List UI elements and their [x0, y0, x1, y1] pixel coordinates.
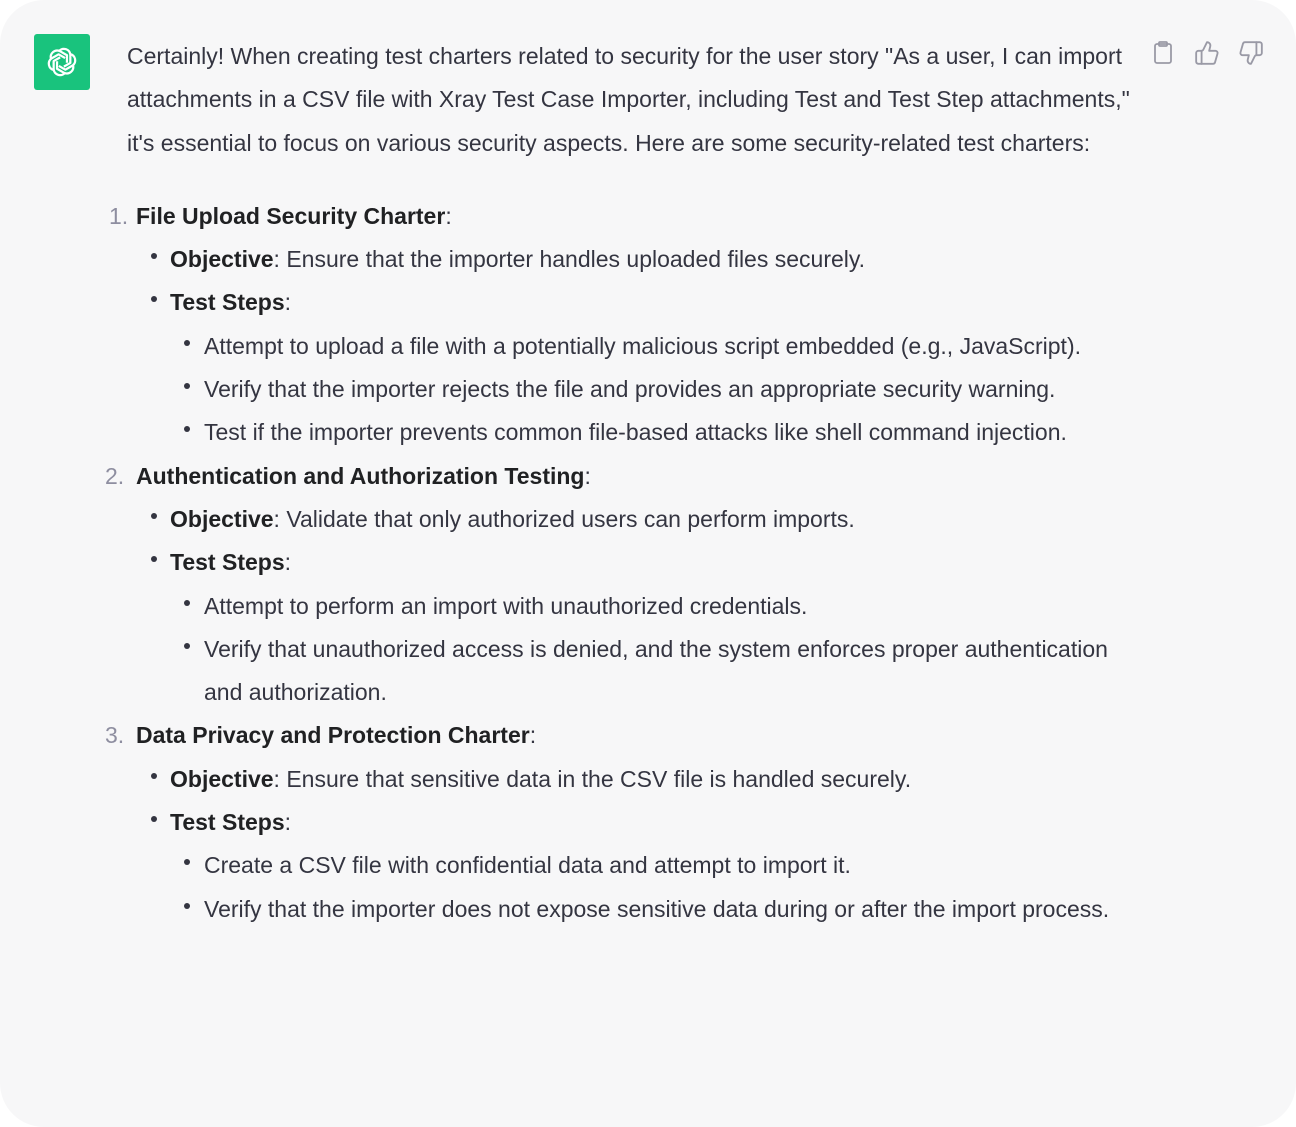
test-steps-label: Test Steps	[170, 549, 285, 576]
test-step-text: Verify that the importer does not expose sensitive data during or after the import process.	[204, 895, 1110, 922]
bullet	[151, 773, 157, 779]
test-step	[170, 628, 1137, 715]
test-steps-list	[170, 585, 1137, 715]
objective-text: : Validate that only authorized users can perform imports.	[273, 505, 855, 532]
test-step-text: Verify that the importer rejects the file and provides an appropriate security warning.	[204, 376, 1056, 403]
thumbs-down-button[interactable]	[1238, 38, 1264, 68]
test-steps-list	[170, 325, 1137, 455]
bullet	[151, 296, 157, 302]
test-step-text: Attempt to perform an import with unauthorized credentials.	[204, 592, 808, 619]
bullet	[184, 383, 190, 389]
message-body	[105, 35, 1137, 931]
charter-list	[105, 195, 1137, 931]
bullet	[184, 426, 190, 432]
message-actions	[1150, 38, 1264, 68]
test-steps-label: Test Steps	[170, 289, 285, 316]
bullet	[184, 340, 190, 346]
bullet	[184, 643, 190, 649]
test-step	[170, 325, 1137, 368]
bullet	[151, 556, 157, 562]
assistant-avatar	[34, 34, 90, 90]
bullet	[184, 903, 190, 909]
charter-title: File Upload Security Charter	[136, 202, 446, 229]
objective-text: : Ensure that sensitive data in the CSV file is handled securely.	[273, 765, 912, 792]
test-step	[170, 844, 1137, 887]
charter-title: Data Privacy and Protection Charter	[136, 722, 530, 749]
objective-item	[127, 498, 1137, 541]
charter-item	[105, 714, 1137, 930]
charter-colon: :	[584, 462, 591, 489]
bullet	[151, 513, 157, 519]
charter-number: 1.	[109, 202, 129, 229]
charter-details	[127, 498, 1137, 714]
test-step	[170, 411, 1137, 454]
charter-number: 3.	[105, 722, 125, 749]
test-steps-item	[127, 541, 1137, 714]
objective-text: : Ensure that the importer handles uploaded files securely.	[273, 246, 866, 273]
thumbs-up-icon	[1194, 40, 1220, 66]
objective-label: Objective	[170, 246, 274, 273]
test-steps-label: Test Steps	[170, 809, 285, 836]
thumbs-down-icon	[1238, 40, 1264, 66]
charter-item	[105, 455, 1137, 715]
charter-colon: :	[529, 722, 537, 749]
test-steps-item	[127, 281, 1137, 454]
bullet	[151, 816, 157, 822]
openai-logo-icon	[43, 43, 81, 81]
thumbs-up-button[interactable]	[1194, 38, 1220, 68]
test-steps-colon: :	[284, 549, 291, 576]
charter-details	[127, 758, 1137, 931]
clipboard-icon	[1152, 40, 1174, 66]
copy-button[interactable]	[1150, 38, 1176, 68]
objective-label: Objective	[170, 505, 274, 532]
charter-colon: :	[445, 202, 452, 229]
bullet	[184, 859, 190, 865]
objective-label: Objective	[170, 765, 274, 792]
charter-title: Authentication and Authorization Testing	[136, 462, 585, 489]
test-steps-colon: :	[284, 809, 291, 836]
objective-item	[127, 758, 1137, 801]
test-step-text: Verify that unauthorized access is denied, and the system enforces proper authentication and authorization.	[204, 635, 1108, 706]
test-step-text: Test if the importer prevents common file-based attacks like shell command injection.	[204, 419, 1067, 446]
test-steps-item	[127, 801, 1137, 931]
intro-paragraph: Certainly! When creating test charters related to security for the user story "As a user, I can import attachments in a CSV file with Xray Test Case Importer, including Test and Test Step attachments," it's essential to focus on various security aspects. Here are some security-related test charters:	[127, 43, 1130, 156]
bullet	[184, 600, 190, 606]
test-step	[170, 888, 1137, 931]
test-step	[170, 585, 1137, 628]
test-step-text: Create a CSV file with confidential data and attempt to import it.	[204, 852, 851, 879]
charter-item	[109, 195, 1137, 455]
test-steps-colon: :	[284, 289, 291, 316]
test-step-text: Attempt to upload a file with a potentially malicious script embedded (e.g., JavaScript).	[204, 332, 1081, 359]
objective-item	[127, 238, 1137, 281]
bullet	[151, 253, 157, 259]
charter-details	[127, 238, 1137, 454]
test-step	[170, 368, 1137, 411]
test-steps-list	[170, 844, 1137, 931]
charter-number: 2.	[105, 462, 125, 489]
